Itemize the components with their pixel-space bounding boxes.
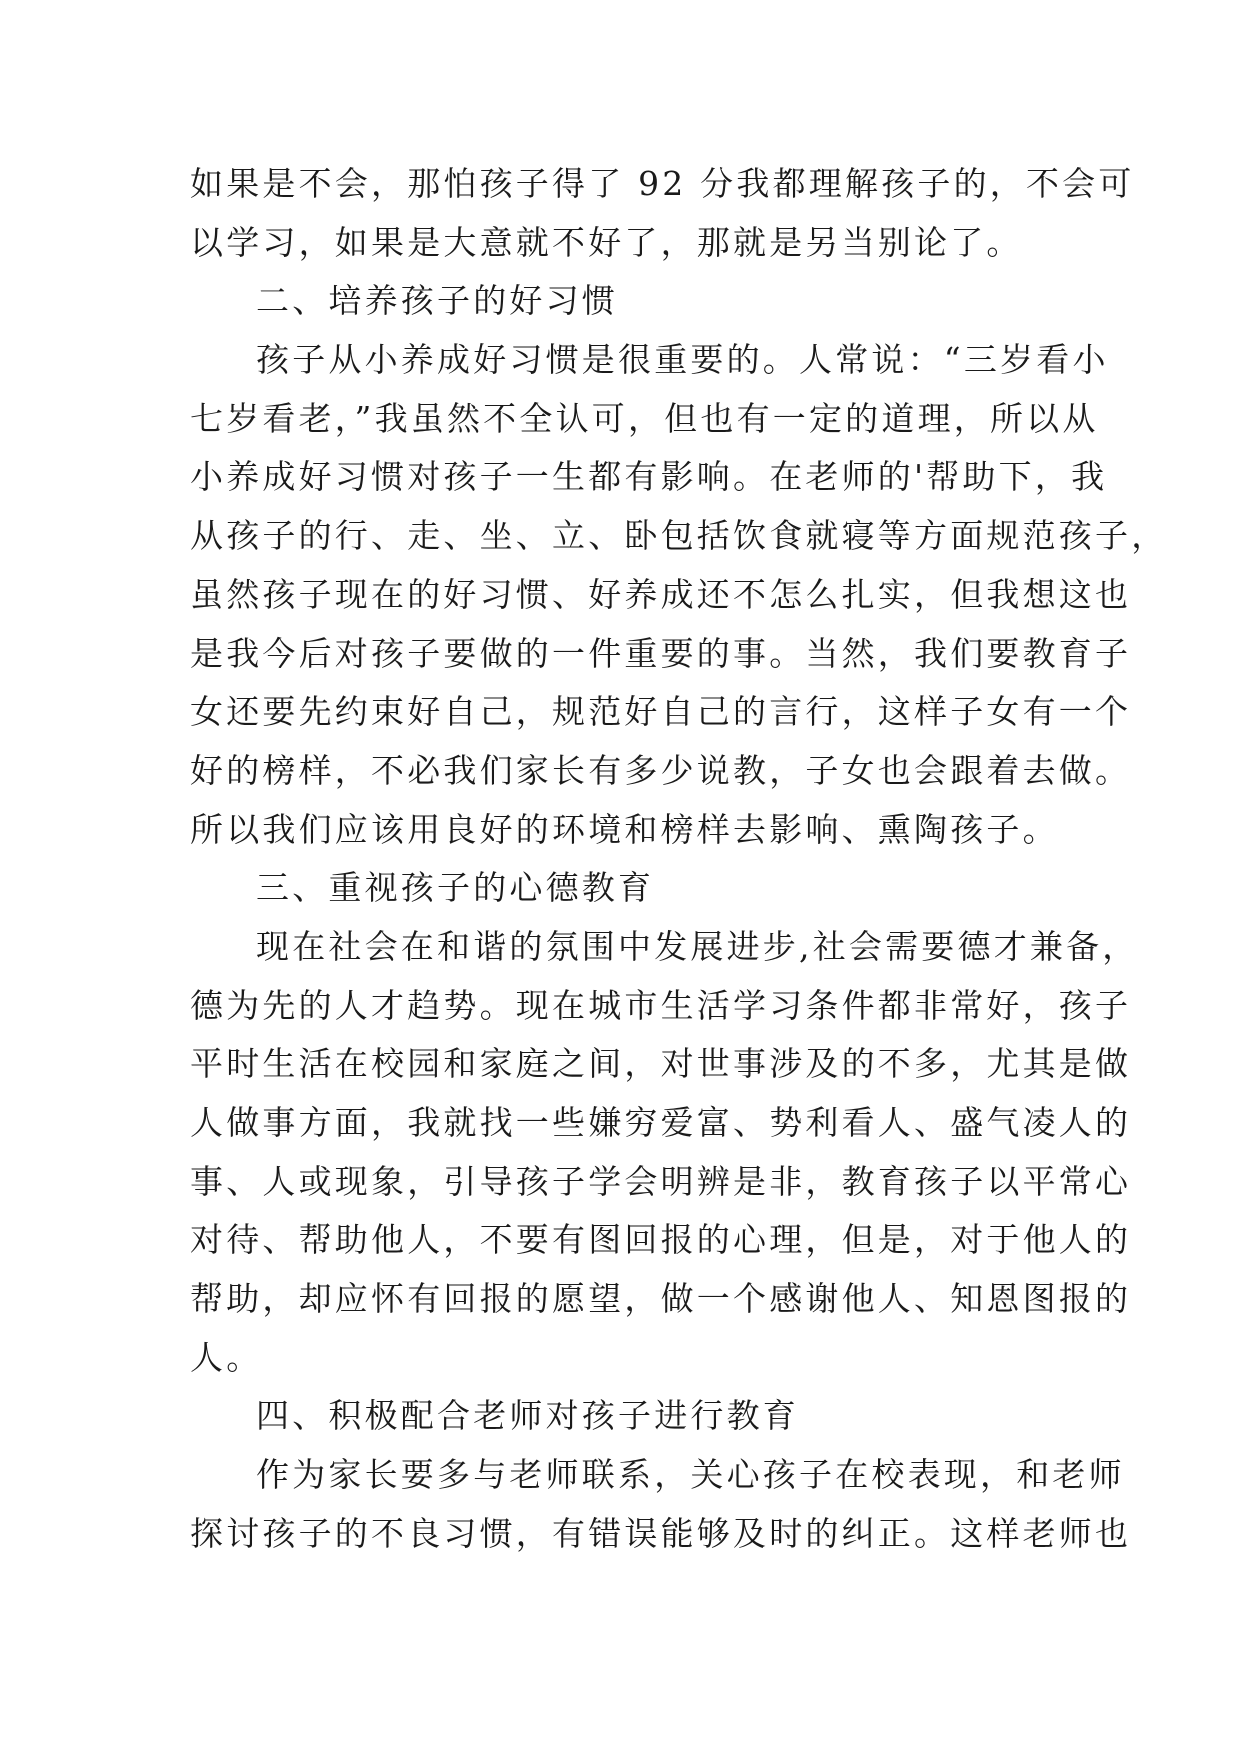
text-line: 对待、帮助他人，不要有图回报的心理，但是，对于他人的 (190, 1220, 1132, 1260)
text-line: 小养成好习惯对孩子一生都有影响。在老师的'帮助下，我 (190, 457, 1108, 497)
paragraph-first-line: 四、积极配合老师对孩子进行教育 (256, 1396, 799, 1436)
text-line: 好的榜样，不必我们家长有多少说教，子女也会跟着去做。 (190, 750, 1132, 790)
text-line: 以学习，如果是大意就不好了，那就是另当别论了。 (190, 222, 1023, 262)
text-line: 是我今后对孩子要做的一件重要的事。当然，我们要教育子 (190, 633, 1132, 673)
paragraph-first-line: 现在社会在和谐的氛围中发展进步,社会需要德才兼备， (256, 926, 1139, 966)
paragraph-first-line: 作为家长要多与老师联系，关心孩子在校表现，和老师 (256, 1455, 1125, 1495)
text-line: 事、人或现象，引导孩子学会明辨是非，教育孩子以平常心 (190, 1161, 1132, 1201)
paragraph-first-line: 三、重视孩子的心德教育 (256, 868, 655, 908)
text-line: 探讨孩子的不良习惯，有错误能够及时的纠正。这样老师也 (190, 1513, 1132, 1553)
document-body (190, 155, 1168, 1564)
text-line: 七岁看老，”我虽然不全认可，但也有一定的道理，所以从 (190, 398, 1099, 438)
text-line: 从孩子的行、走、坐、立、卧包括饮食就寝等方面规范孩子， (190, 516, 1168, 556)
text-line: 如果是不会，那怕孩子得了 92 分我都理解孩子的，不会可 (190, 164, 1135, 203)
text-line: 平时生活在校园和家庭之间，对世事涉及的不多，尤其是做 (190, 1044, 1132, 1084)
text-line: 人做事方面，我就找一些嫌穷爱富、势利看人、盛气凌人的 (190, 1103, 1132, 1142)
text-line: 所以我们应该用良好的环境和榜样去影响、熏陶孩子。 (190, 809, 1059, 849)
text-line: 女还要先约束好自己，规范好自己的言行，这样子女有一个 (190, 692, 1132, 732)
text-line: 帮助，却应怀有回报的愿望，做一个感谢他人、知恩图报的 (190, 1279, 1132, 1319)
text-line: 虽然孩子现在的好习惯、好养成还不怎么扎实，但我想这也 (190, 574, 1132, 614)
paragraph-first-line: 二、培养孩子的好习惯 (256, 281, 618, 321)
text-line: 德为先的人才趋势。现在城市生活学习条件都非常好，孩子 (190, 985, 1132, 1025)
text-line: 人。 (190, 1337, 263, 1377)
paragraph-first-line: 孩子从小养成好习惯是很重要的。人常说：“三岁看小 (256, 340, 1109, 380)
